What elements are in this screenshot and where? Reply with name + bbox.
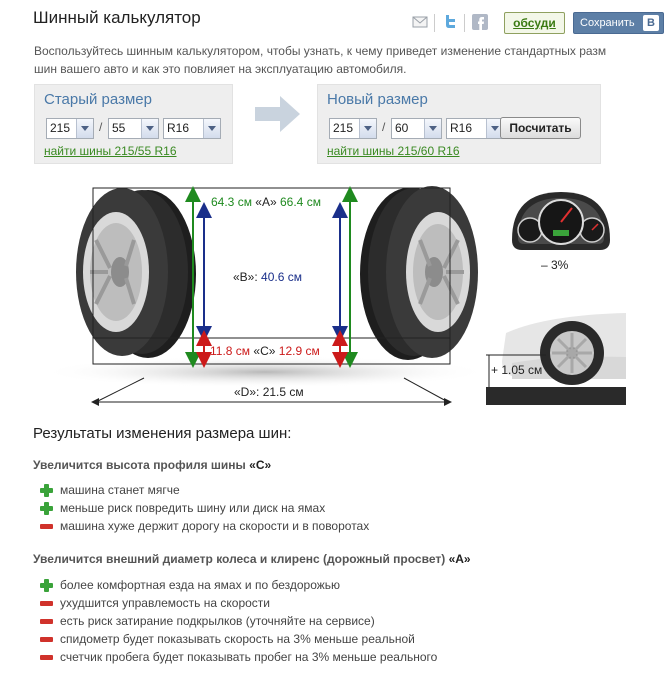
minus-icon <box>40 651 53 664</box>
vk-icon: В <box>643 15 659 31</box>
calculate-button[interactable]: Посчитать <box>500 117 581 139</box>
new-width-value: 215 <box>333 121 354 135</box>
new-width-select[interactable] <box>329 118 377 139</box>
old-rim-select[interactable] <box>163 118 221 139</box>
intro-text <box>34 42 664 78</box>
old-profile-value: 55 <box>112 121 126 135</box>
arrow-right-icon <box>255 96 301 132</box>
clearance-delta: + 1.05 см <box>491 363 543 377</box>
chevron-down-icon <box>359 119 376 138</box>
results-title: Результаты изменения размера шин: <box>33 425 292 442</box>
plus-icon <box>40 502 53 515</box>
minus-icon <box>40 597 53 610</box>
page-title: Шинный калькулятор <box>33 8 201 27</box>
chevron-down-icon <box>424 119 441 138</box>
speedometer-delta: – 3% <box>541 258 569 272</box>
new-size-panel <box>317 84 601 164</box>
new-profile-value: 60 <box>395 121 409 135</box>
twitter-icon[interactable] <box>442 14 458 30</box>
profile-height-label: 11.8 см «C» 12.9 см <box>210 344 320 358</box>
car-clearance-image <box>486 305 626 405</box>
old-width-value: 215 <box>50 121 71 135</box>
section-title-profile: Увеличится высота профиля шины «C» <box>33 458 272 472</box>
chevron-down-icon <box>76 119 93 138</box>
new-size-title: Новый размер <box>327 91 428 108</box>
intro-line-2: шин вашего авто и как это повлияет на эксплуатацию автомобиля. <box>34 62 407 76</box>
tire-width-label: «D»: 21.5 см <box>234 385 304 399</box>
new-tire-image <box>360 186 478 360</box>
new-profile-select[interactable] <box>391 118 442 139</box>
vk-save-button[interactable] <box>573 12 664 34</box>
discuss-button[interactable]: обсуди <box>504 12 565 34</box>
minus-icon <box>40 633 53 646</box>
rim-diameter-label: «B»: 40.6 см <box>233 270 302 284</box>
old-width-select[interactable] <box>46 118 94 139</box>
vk-save-label: Сохранить <box>580 17 635 29</box>
speedometer-icon <box>508 184 614 256</box>
old-tire-image <box>76 188 196 358</box>
chevron-down-icon <box>203 119 220 138</box>
section-title-diameter: Увеличится внешний диаметр колеса и клиренс (дорожный просвет) «A» <box>33 552 471 566</box>
size-separator: / <box>382 120 386 134</box>
outer-diameter-label: 64.3 см «A» 66.4 см <box>211 195 321 209</box>
old-size-title: Старый размер <box>44 91 152 108</box>
old-profile-select[interactable] <box>108 118 159 139</box>
old-find-tires-link[interactable]: найти шины 215/55 R16 <box>44 144 177 158</box>
mail-icon[interactable] <box>412 14 428 30</box>
intro-line-1: Воспользуйтесь шинным калькулятором, чтобы узнать, к чему приведет изменение стандартных разм <box>34 44 607 58</box>
chevron-down-icon <box>141 119 158 138</box>
minus-icon <box>40 615 53 628</box>
old-rim-value: R16 <box>167 121 190 135</box>
facebook-icon[interactable] <box>472 14 488 30</box>
tire-diagram <box>30 180 500 410</box>
new-rim-value: R16 <box>450 121 473 135</box>
new-find-tires-link[interactable]: найти шины 215/60 R16 <box>327 144 460 158</box>
plus-icon <box>40 579 53 592</box>
new-rim-select[interactable] <box>446 118 504 139</box>
minus-icon <box>40 520 53 533</box>
plus-icon <box>40 484 53 497</box>
old-size-panel <box>34 84 233 164</box>
size-separator: / <box>99 120 103 134</box>
share-bar <box>412 12 664 34</box>
